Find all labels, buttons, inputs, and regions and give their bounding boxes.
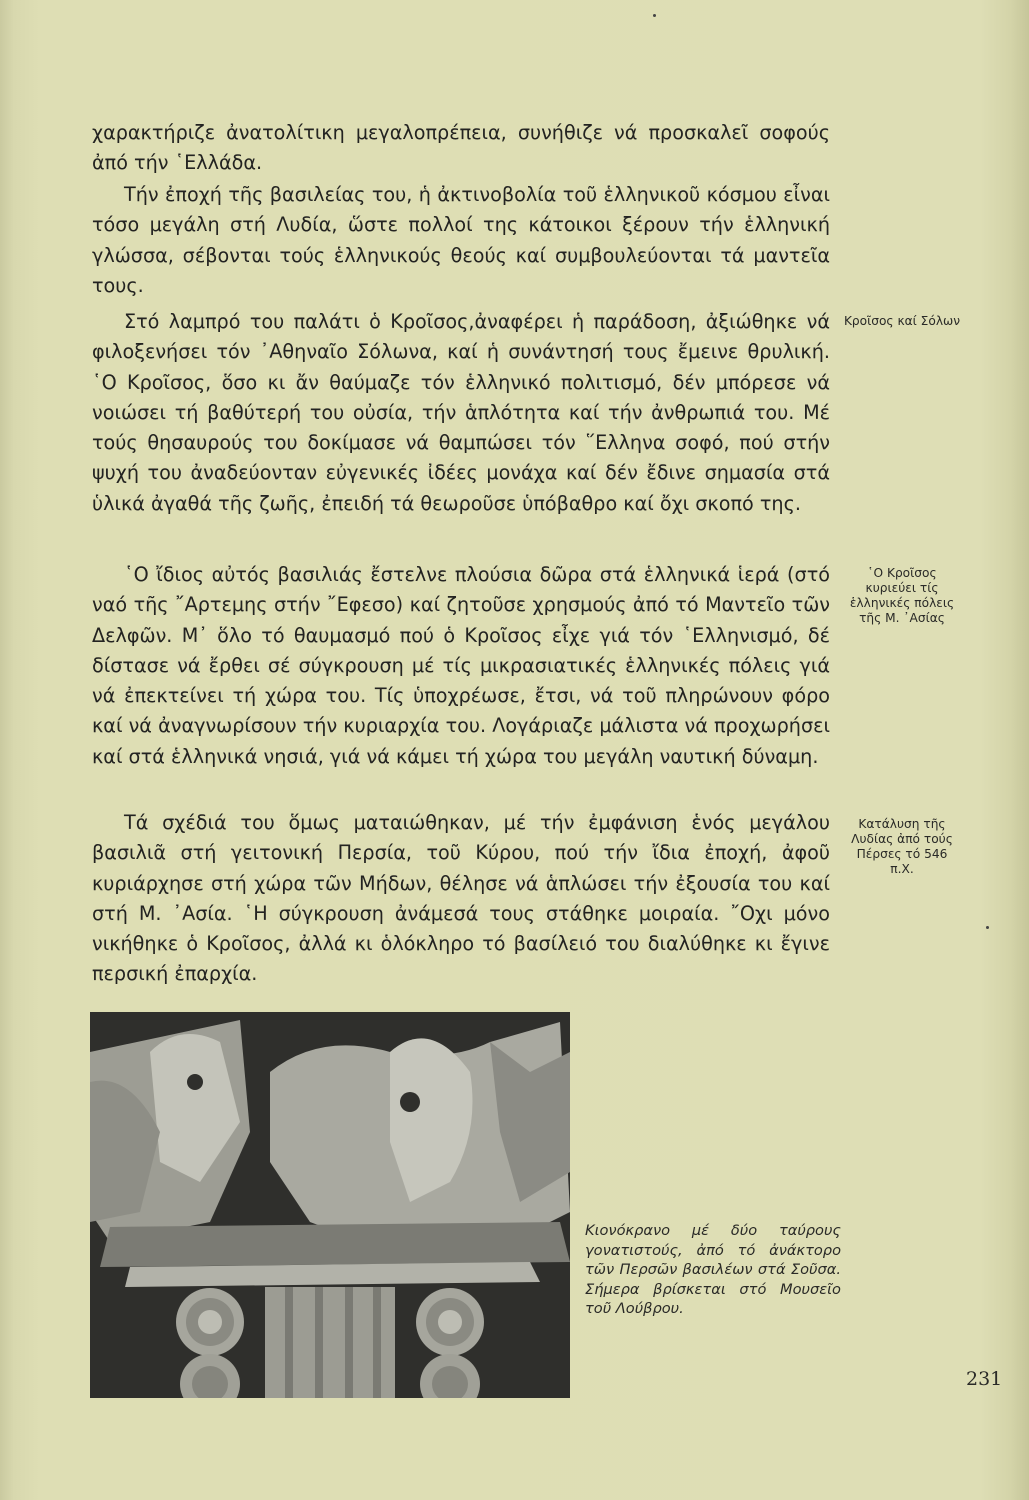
margin-note-fall-of-lydia: Κατάλυση τῆς Λυδίας ἀπό τούς Πέρσες τό 546 π.Χ. — [851, 817, 953, 876]
margin-note-croesus-solon: Κροῖσος καί Σόλων — [843, 314, 961, 328]
paragraph-cyrus-conquest: Τά σχέδιά του ὅμως ματαιώθηκαν, μέ τήν ἐμφάνιση ἑνός μεγάλου βασιλιᾶ στή γειτονική Περσία, τοῦ Κύρου, πού τήν ἴδια ἐποχή, ἀφοῦ κυριάρχησε στή χώρα τῶν Μήδων, θέλησε νά ἁπλώσει τήν ἐξουσία του καί στή Μ. ᾿Ασία. ῾Η σύγκρουση ἀνάμεσά τους στάθηκε μοιραία. ῎Οχι μόνο νικήθηκε ὁ Κροῖσος, ἀλλά κι ὁλόκληρο τό βασίλειό του διαλύθηκε κι ἔγινε περσική ἐπαρχία. — [92, 811, 830, 986]
photo-illustration — [90, 1012, 570, 1398]
paragraph-lydia-hellenism: Τήν ἐποχή τῆς βασιλείας του, ἡ ἀκτινοβολία τοῦ ἑλληνικοῦ κόσμου εἶναι τόσο μεγάλη στή Λυδία, ὥστε πολλοί της κάτοικοι ξέρουν τήν ἑλληνική γλώσσα, σέβονται τούς ἑλληνικούς θεούς καί συμβουλεύονται τά μαντεῖα τους. — [92, 183, 830, 297]
figure-caption: Κιονόκρανο μέ δύο ταύρους γονατιστούς, ἀπό τό ἀνάκτορο τῶν Περσῶν βασιλέων στά Σοῦσα. Σήμερα βρίσκεται στό Μουσεῖο τοῦ Λούβρου. — [585, 1222, 841, 1318]
paragraph-continuation: χαρακτήριζε ἀνατολίτικη μεγαλοπρέπεια, συνήθιζε νά προσκαλεῖ σοφούς ἀπό τήν ῾Ελλάδα. — [92, 121, 830, 175]
paragraph-croesus-greek-cities: ῾Ο ἴδιος αὐτός βασιλιάς ἔστελνε πλούσια δῶρα στά ἑλληνικά ἱερά (στό ναό τῆς ῎Αρτεμης στήν ῎Εφεσο) καί ζητοῦσε χρησμούς ἀπό τό Μαντεῖο τῶν Δελφῶν. Μ᾿ ὅλο τό θαυμασμό πού ὁ Κροῖσος εἶχε γιά τόν ῾Ελληνισμό, δέ δίστασε νά ἔρθει σέ σύγκρουση μέ τίς μικρασιατικές ἑλληνικές πόλεις γιά νά ἐπεκτείνει τή χώρα του. Τίς ὑποχρέωσε, ἔτσι, νά τοῦ πληρώνουν φόρο καί νά ἀναγνωρίσουν τήν κυριαρχία του. Λογάριαζε μάλιστα νά προχωρήσει καί στά ἑλληνικά νησιά, γιά νά κάμει τή χώρα του μεγάλη ναυτική δύναμη. — [92, 563, 830, 768]
paragraph-croesus-solon: Στό λαμπρό του παλάτι ὁ Κροῖσος,ἀναφέρει ἡ παράδοση, ἀξιώθηκε νά φιλοξενήσει τόν ᾿Αθηναῖο Σόλωνα, καί ἡ συνάντησή τους ἔμεινε θρυλική. ῾Ο Κροῖσος, ὅσο κι ἄν θαύμαζε τόν ἑλληνικό πολιτισμό, δέν μπόρεσε νά νοιώσει τή βαθύτερή του οὐσία, τήν ἁπλότητα καί τήν ἀνθρωπιά του. Μέ τούς θησαυρούς του δοκίμασε νά θαμπώσει τόν ῞Ελληνα σοφό, πού στήν ψυχή του ἀναδεύονταν εὐγενικές ἰδέες μονάχα καί δέν ἔδινε σημασία στά ὑλικά ἀγαθά τῆς ζωῆς, ἐπειδή τά θεωροῦσε ὑπόβαθρο καί ὄχι σκοπό της. — [92, 310, 830, 515]
page-number: 231 — [966, 1368, 1003, 1390]
speck — [653, 14, 656, 17]
margin-note-greek-cities: ῾Ο Κροῖσος κυριεύει τίς ἑλληνικές πόλεις τῆς Μ. ᾿Ασίας — [849, 566, 955, 625]
speck — [986, 926, 989, 929]
volute-left — [176, 1288, 244, 1398]
volute-right — [416, 1288, 484, 1398]
bull-capital-photo — [90, 1012, 570, 1398]
